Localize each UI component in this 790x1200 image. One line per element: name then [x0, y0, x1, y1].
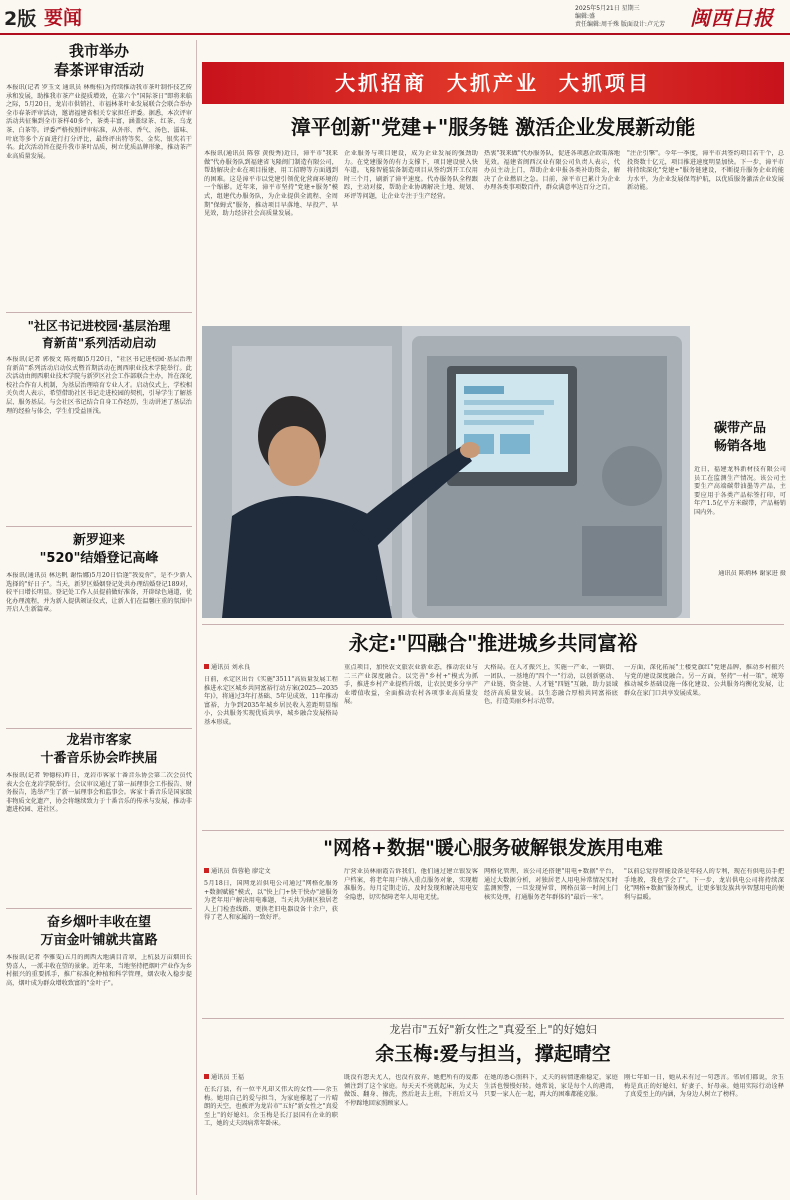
headline-line1: 新罗迎来 — [72, 533, 125, 548]
editor-text: 编辑:盛 — [575, 13, 596, 20]
article-body: 本报讯(记者 郭俊文 陈亮耀)5月20日，"社区书记进校园·基层治理育新苗"系列活动启动仪式暨首期活动在闽西职业技术学院举行。此次活动由闽西职业技术学院与新罗区社会工作部联合主办，旨在深化校社合作育人机制，为基层治理培育专业人才。启动仪式上，学校相关负责人表示，希望借助社区书记走进校园的契机，引导学生了解基层、服务基层。与会社区书记结合自身工作经历，生动讲述了基层治理的经验与体会，学生们受益匪浅。 — [6, 356, 192, 415]
factory-photo-illustration — [202, 326, 690, 618]
paper-name-logo: 闽西日报 — [690, 6, 774, 30]
article-520-wedding — [6, 532, 192, 722]
headline-line2: 育新苗"系列活动启动 — [41, 336, 157, 350]
divider — [6, 908, 192, 909]
byline-text: 通讯员 刘永良 — [211, 664, 251, 671]
story4-col3: 在她的悉心照料下，丈夫的病情逐渐稳定，家庭生活也慢慢好转。她常说，家是每个人的港湾，只要一家人在一起，再大的困难都能克服。 — [484, 1074, 618, 1099]
campaign-banner — [202, 62, 784, 104]
date-text: 2025年5月21日 星期三 — [575, 5, 640, 12]
article-body: 本报讯(通讯员 林达帆 谢怡娜)5月20日恰逢"我爱你"，是不少新人选择的"好日子"。当天，新罗区婚姻登记处共办理结婚登记189对，较平日增长明显。登记处工作人员提前做好准备，开辟绿色通道，优化办理流程，并为新人提供颁证仪式，让新人们在温馨庄重的氛围中开启人生新篇章。 — [6, 572, 192, 614]
story3-title: "网格+数据"暖心服务破解银发族用电难 — [323, 837, 663, 859]
byline-bullet — [204, 868, 209, 873]
headline-line1: 我市举办 — [68, 42, 129, 60]
story4-title: 余玉梅:爱与担当，撑起晴空 — [375, 1043, 611, 1065]
story3-byline — [204, 868, 338, 877]
story2-col2: 重点项目，加快农文旅农业新业态，推动农业与二三产业深度融合。以完善"乡村+"模式为抓手，推进乡村产业提档升级，让农民更多分享产业增值收益，全面推动农村各项事业高质量发展。 — [344, 664, 478, 706]
story3-col3: 网格化管理，该公司还搭建"用电+数据"平台，通过大数据分析，对独居老人用电异常情况实时监测预警，一旦发现异常，网格员第一时间上门核实处理，打通服务老年群体的"最后一米"。 — [484, 868, 618, 901]
headline-line2: "520"结婚登记高峰 — [39, 551, 159, 566]
caption-credit: 通讯员 陈炳林 谢家进 摄 — [718, 570, 786, 577]
divider — [202, 1018, 784, 1019]
article-body: 本报讯(记者 罗玉文 通讯员 林梅桂)为持续推动我市茶叶制作技艺传承和发展，助推我市茶产业提质增效，在第六个"国际茶日"即将来临之际，5月20日，龙岩市供销社、市福林茶叶业发展联合会联合举办全市春茶评审活动，邀请福建省相关专家担任评委。据悉，本次评审活动共征集到全市茶样40多个，茶类丰富，涵盖绿茶、红茶、乌龙茶、白茶等。评委严格按照评审标准，从外形、香气、汤色、滋味、叶底等多个方面进行打分评比，最终评出特等奖、金奖、银奖若干名。此次活动旨在提升我市茶叶品质，树立优质品牌形象，推动茶产业高质量发展。 — [6, 84, 192, 160]
headline-line2: 万亩金叶铺就共富路 — [40, 933, 158, 948]
left-column-divider — [196, 40, 197, 1195]
article-tobacco-harvest — [6, 914, 192, 1190]
headline-line1: "社区书记进校园·基层治理 — [27, 319, 171, 333]
divider — [6, 312, 192, 313]
story2-col4: 一方面，深化拓展"土楼党旗红"党建品牌，推动乡村振兴与党的建设深度融合。另一方面，坚持"一村一策"，统筹推动城乡基础设施一体化建设、公共服务均衡化发展，让群众在家门口共享发展成果。 — [624, 664, 784, 697]
divider — [202, 830, 784, 831]
article-community-secretary — [6, 318, 192, 522]
story3-col2: 厅营业员林丽霞告诉我们，他们通过建立银发客户档案，将老年用户纳入重点服务对象，实现精准服务。每月定期走访，及时发现和解决用电安全隐患，切实保障老年人用电无忧。 — [344, 868, 478, 901]
story3-col1: 5月18日，国网龙岩供电公司通过"网格化服务+数据赋能"模式，以"快上门+快干快办"速服务为老年用户解决用电难题，当天共为辖区独居老人上门检查线路、更换老旧电器设备十余户，获得了老人和家属的一致好评。 — [204, 880, 338, 922]
story2-byline — [204, 664, 338, 673]
byline-bullet — [204, 1074, 209, 1079]
story3-col4: "以前总觉得智能设备是年轻人的专利，现在有供电员手把手地教，我也学会了"。下一步，龙岩供电公司将持续深化"网格+数据"服务模式，让更多银发族共享智慧用电的便利与温暖。 — [624, 868, 784, 901]
byline-bullet — [204, 664, 209, 669]
date-line — [575, 5, 685, 29]
divider — [6, 526, 192, 527]
caption-title-line1: 碳带产品 — [713, 421, 766, 436]
factory-photo — [202, 326, 690, 618]
headline-line2: 春茶评审活动 — [53, 61, 144, 79]
headline-line1: 龙岩市客家 — [66, 733, 132, 748]
caption-body: 近日，福建龙科新材技有限公司员工在监测生产情况。该公司主要生产高端碳带油墨等产品，主要应用于各类产品标签打印，可年产1.5亿平方米碳带，产品畅销国内外。 — [694, 466, 786, 516]
story4-col4: 刚七年如一日，她从未有过一句怨言。邻居们都说，余玉梅是真正的好媳妇、好妻子、好母亲。她用实际行动诠释了真爱至上的内涵，为身边人树立了榜样。 — [624, 1074, 784, 1099]
article-hakka-music — [6, 732, 192, 904]
photo-caption — [694, 420, 786, 579]
story2-col1: 日前，永定区出台《实施"3511"高质量发展工程推进永定区城乡共同富裕行动方案(2025—2035年)》，将通过3年打基础、5年见成效、11年推动富裕，力争到2035年城乡居民收入差距明显缩小，公共服务实现优质共享，城乡融合发展格局基本形成。 — [204, 676, 338, 726]
divider — [202, 624, 784, 625]
top-story-col1: 本报讯(通讯员 陈蓉 黄俊秀)近日，漳平市"我来做"代办服务队到福建省飞隆闽门制造有限公司，帮助解决企业在项目报建、用工招聘等方面遇到的困难。这是漳平市以党建引领优化营商环境的一个缩影。近年来，漳平市坚持"党建+服务"模式，组建代办服务队，为企业提供全流程、全周期"保姆式"服务，推动项目早落地、早投产、早见效，助力经济社会高质量发展。 — [204, 150, 338, 218]
story4-kicker: 龙岩市"五好"新女性之"真爱至上"的好媳妇 — [389, 1023, 597, 1036]
top-story-col3: 热衷"我来做"代办服务队，促进各项惠企政策落地见效。福建省闽西汉业有限公司负责人表示，代办员主动上门，帮助企业申报各类补助资金，解决了企业燃眉之急。目前，漳平市已累计为企业办理各类事项数百件，群众满意率达百分之百。 — [484, 150, 620, 192]
headline-line2: 十番音乐协会昨挟届 — [40, 751, 158, 766]
top-story-col2: 企业服务与项目建设，成为企业发展的强劲助力。在党建服务的有力支撑下，项目建设驶入快车道。飞隆智能装备制造项目从签约到开工仅用时三个月，刷新了漳平速度。代办服务队全程跟踪，主动对接，帮助企业协调解决土地、规划、环评等问题，让企业专注于生产经营。 — [344, 150, 478, 200]
article-body: 本报讯(记者 李雅雯)五月的闽西大地满目青翠，上杭县万亩烟田长势喜人，一派丰收在望的景象。近年来，当地坚持把烟叶产业作为乡村振兴的重要抓手，推广标准化种植和科学管理，烟农收入稳步提高，烟叶成为群众增收致富的"金叶子"。 — [6, 954, 192, 987]
story4-col2: 既没有怨天尤人，也没有放弃，她把所有的爱都倾注到了这个家庭。每天天不亮就起床，为丈夫做饭、翻身、擦洗，然后赶去上班，下班后又马不停蹄地回家照顾家人。 — [344, 1074, 478, 1107]
caption-title-line2: 畅销各地 — [713, 439, 766, 454]
designer-text: 责任编辑:周千殊 版面设计:卢元芳 — [575, 21, 665, 28]
section-title: 要闻 — [44, 7, 83, 29]
top-story-title: 漳平创新"党建+"服务链 激活企业发展新动能 — [290, 115, 696, 139]
article-body: 本报讯(记者 钟德标)昨日，龙岩市客家十番音乐协会第二次会员代表大会在龙岩学院举行。会议审议通过了第一届理事会工作报告、财务报告，选举产生了新一届理事会和监事会。客家十番音乐是国家级非物质文化遗产，协会将继续致力于十番音乐的传承与发展，推动非遗进校园、进社区。 — [6, 772, 192, 814]
article-tea-review — [6, 42, 192, 286]
top-story-col4: "注企引擎"。今年一季度，漳平市共签约项目若干个，总投资数十亿元，项目推进速度明显加快。下一步，漳平市将持续深化"党建+"服务链建设，不断提升服务企业的能力水平，为企业发展保驾护航，以优质服务激活企业发展新动能。 — [627, 150, 784, 192]
banner-text: 大抓招商 大抓产业 大抓项目 — [335, 71, 651, 95]
headline-line1: 奋乡烟叶丰收在望 — [46, 915, 151, 930]
byline-text: 通讯员 詹蓉艳 廖定文 — [211, 868, 271, 875]
divider — [6, 728, 192, 729]
story4-col1: 在长汀县，有一位平凡却又伟大的女性——余玉梅。她用自己的爱与担当，为家庭撑起了一片晴朗的天空，也被评为龙岩市"五好"新女性之"真爱至上"的好媳妇。余玉梅是长汀县国有企业的职工，她的丈夫因病常年卧床。 — [204, 1086, 338, 1128]
story4-byline — [204, 1074, 338, 1083]
masthead-rule — [0, 33, 790, 35]
byline-text: 通讯员 王福 — [211, 1074, 244, 1081]
story2-col3: 大格局。在人才振兴上，实施一产业、一镇街、一团队、一基地的"四个一"行动，以创新驱动、产业链、资金链、人才链"四链"互融，助力县域经济高质量发展。以生态融合厚植共同富裕底色，打造美丽乡村示范带。 — [484, 664, 618, 706]
story2-title: 永定:"四融合"推进城乡共同富裕 — [348, 631, 638, 655]
page-number: 2版 — [4, 8, 37, 30]
